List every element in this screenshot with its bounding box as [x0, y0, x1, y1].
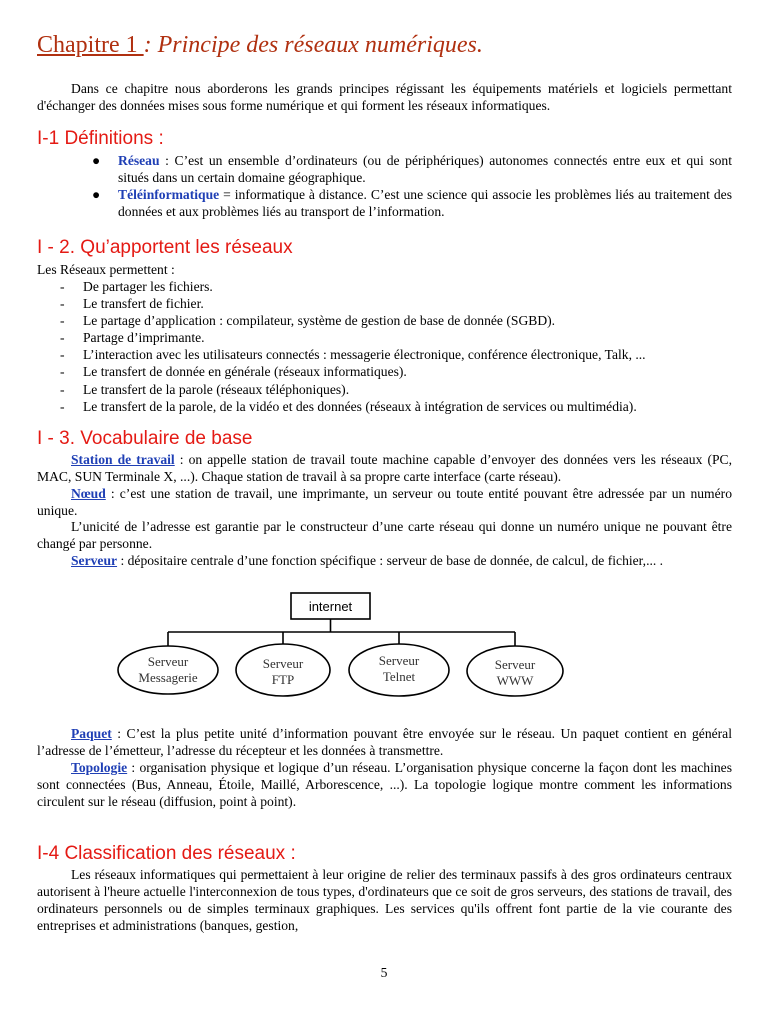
station-de-travail-link[interactable]: Station de travail: [71, 452, 175, 467]
dash-icon: -: [60, 381, 65, 397]
bullet-icon: ●: [92, 187, 101, 202]
intro-paragraph: Dans ce chapitre nous aborderons les grands principes régissant les équipements matériels et logiciels permettant d'échanger des données mises sous forme numérique et qui forment les réseaux informatiques.: [37, 81, 732, 113]
bullet-icon: ●: [92, 153, 101, 168]
classification-paragraph: Les réseaux informatiques qui permettaient à leur origine de relier des terminaux passifs à des gros ordinateurs centraux autorisent à l'heure actuelle l'interconnexion de tous types, d'ordinateurs que ce soit de gros serveurs, des stations de travail, des ordinateurs personnels ou de simples terminaux graphiques. Les services qu'ils offrent font partie de la vie courante des entreprises et administrations (banques, gestion,: [37, 867, 732, 933]
dash-icon: -: [60, 364, 65, 380]
list-item-text: Partage d’imprimante.: [83, 330, 205, 346]
dash-icon: -: [60, 330, 65, 346]
list-item-text: De partager les fichiers.: [83, 279, 213, 294]
page-number: 5: [380, 965, 388, 980]
list-item-text: Le transfert de la parole, de la vidéo et des données (réseaux à intégration de services ou multimédia).: [83, 398, 637, 414]
station-text: : on appelle station de travail toute machine capable d’envoyer des données vers les réseaux (PC, MAC, SUN Terminale X, ...). Chaque station de travail à sa propre carte interface (carte réseau).: [37, 452, 732, 484]
topologie-text: : organisation physique et logique d’un réseau. L’organisation physique concerne la façon dont les machines sont connectées (Bus, Anneau, Étoile, Maillé, Arborescence, ...). La topologie logique montre comment les informations circulent sur le réseau (diffusion, point à point).: [37, 760, 732, 809]
list-item-text: Le transfert de la parole (réseaux téléphoniques).: [83, 381, 350, 397]
dash-icon: -: [60, 347, 65, 363]
vocab-paquet: [37, 725, 732, 759]
list-item: [58, 295, 738, 312]
list-item: [58, 381, 738, 398]
list-item: [58, 346, 738, 363]
list-item: [58, 363, 738, 380]
server-node-label: Serveur: [262, 656, 304, 671]
noeud-link[interactable]: Nœud: [71, 486, 106, 501]
network-diagram: [110, 588, 650, 708]
apports-intro: Les Réseaux permettent :: [37, 262, 175, 277]
definition-text: = informatique à distance. C’est une science qui associe les problèmes liés au traitement des données et aux problèmes liés au transport de l’information.: [118, 187, 732, 219]
chapter-title: [37, 32, 483, 59]
server-node-label: Serveur: [378, 653, 420, 668]
list-item-text: L’interaction avec les utilisateurs connectés : messagerie électronique, conférence électronique, Talk, ...: [83, 347, 646, 363]
noeud-text: : c’est une station de travail, une imprimante, un serveur ou toute entité pouvant être adressée par un numéro unique.: [37, 486, 732, 518]
server-node-label: Messagerie: [138, 670, 198, 685]
chapter-subtitle: : Principe des réseaux numériques.: [143, 32, 483, 58]
dash-icon: -: [60, 313, 65, 329]
list-item: [58, 398, 738, 415]
section-heading-classification: I-4 Classification des réseaux :: [37, 843, 296, 864]
serveur-text: : dépositaire centrale d’une fonction spécifique : serveur de base de donnée, de calcul, de fichier,... .: [117, 553, 664, 568]
dash-icon: -: [60, 398, 65, 414]
server-node-label: FTP: [271, 672, 295, 687]
definition-term: Téléinformatique: [118, 187, 220, 202]
dash-icon: -: [60, 279, 65, 294]
definition-item: [90, 186, 732, 220]
chapter-label: Chapitre 1: [37, 32, 144, 58]
server-node-label: Serveur: [494, 657, 536, 672]
section-heading-apports: I - 2. Qu’apportent les réseaux: [37, 237, 293, 258]
vocab-topologie: [37, 759, 732, 810]
vocab-serveur: [37, 552, 732, 569]
section-heading-definitions: I-1 Définitions :: [37, 128, 164, 149]
definitions-list: [90, 152, 732, 220]
dash-icon: -: [60, 296, 65, 312]
apports-list: [58, 278, 738, 415]
topologie-link[interactable]: Topologie: [71, 760, 128, 775]
definition-term: Réseau: [118, 153, 160, 168]
serveur-link[interactable]: Serveur: [71, 553, 118, 568]
vocab-noeud: [37, 485, 732, 519]
list-item: [58, 329, 738, 346]
internet-label: internet: [308, 599, 353, 614]
list-item: [58, 312, 738, 329]
list-item: [58, 278, 738, 295]
paquet-text: : C’est la plus petite unité d’information pouvant être envoyée sur le réseau. Un paquet contient en général l’adresse de l’émetteur, l’adresse du récepteur et les données à transmettre.: [37, 726, 732, 758]
list-item-text: Le transfert de donnée en générale (réseaux informatiques).: [83, 364, 407, 380]
server-node-label: Telnet: [382, 669, 416, 684]
server-node-label: WWW: [496, 673, 534, 688]
section-heading-vocabulaire: I - 3. Vocabulaire de base: [37, 428, 253, 449]
server-node-label: Serveur: [147, 654, 189, 669]
list-item-text: Le partage d’application : compilateur, système de gestion de base de donnée (SGBD).: [83, 313, 556, 329]
definition-text: : C’est un ensemble d’ordinateurs (ou de périphériques) autonomes connectés entre eux et qui sont situés dans un certain domaine géographique.: [118, 153, 732, 185]
list-item-text: Le transfert de fichier.: [83, 296, 204, 312]
definition-item: [90, 152, 732, 186]
vocab-unicite: L’unicité de l’adresse est garantie par le constructeur d’une carte réseau qui donne un numéro unique ne pouvant être changé par personne.: [37, 519, 732, 551]
paquet-link[interactable]: Paquet: [71, 726, 112, 741]
vocab-station: [37, 451, 732, 485]
